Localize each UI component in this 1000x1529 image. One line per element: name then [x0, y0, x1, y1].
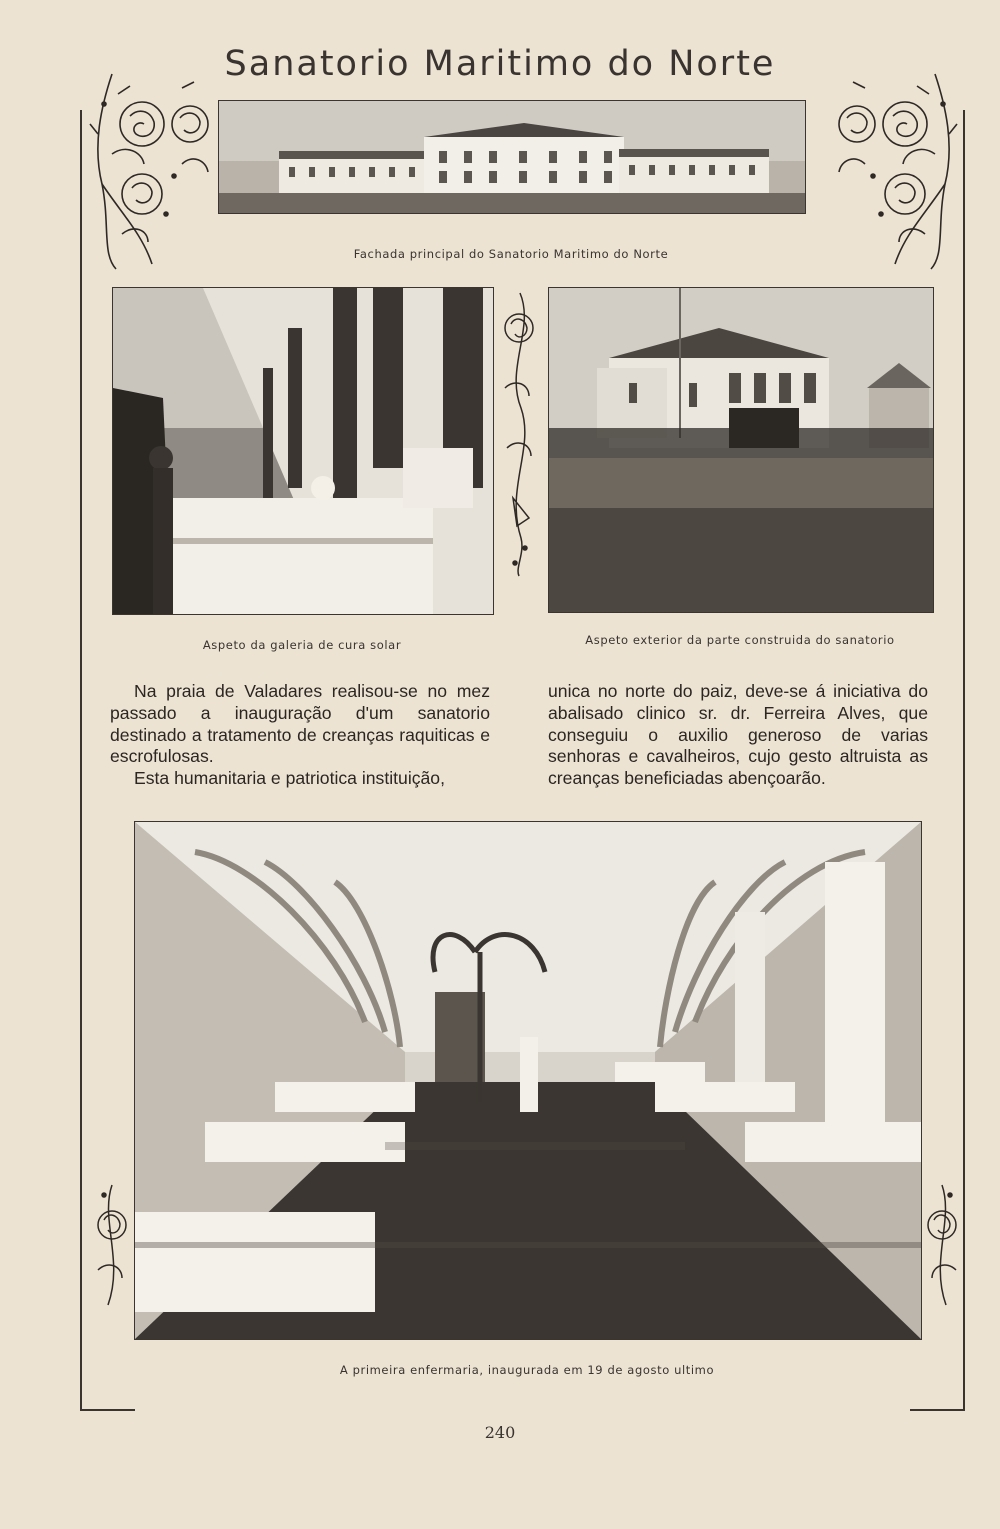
article-paragraph: Esta humanitaria e patriotica instituição,	[134, 768, 445, 789]
page-number: 240	[484, 1423, 516, 1442]
vine-ornament-middle	[495, 288, 545, 578]
facade-photo	[218, 100, 806, 214]
solar-gallery-photo	[112, 287, 494, 615]
rose-ornament-bottom-right	[920, 1180, 964, 1310]
page-title: Sanatorio Maritimo do Norte	[224, 44, 776, 84]
frame-bottom-right-line	[910, 1409, 965, 1411]
ward-caption: A primeira enfermaria, inaugurada em 19 de agosto ultimo	[339, 1363, 715, 1377]
frame-bottom-left-line	[80, 1409, 135, 1411]
frame-left-line	[80, 110, 82, 1410]
article-left-column	[110, 681, 490, 790]
article-paragraph: Na praia de Valadares realisou-se no mez passado a inauguração d'um sanatorio destinado a tratamento de creanças raquiticas e escrofulosas.	[110, 681, 490, 767]
facade-caption: Fachada principal do Sanatorio Maritimo do Norte	[353, 247, 669, 261]
article-right-column	[548, 681, 928, 790]
article-paragraph: unica no norte do paiz, deve-se á iniciativa do abalisado clinico sr. dr. Ferreira Alves, que conseguiu o auxilio generoso de varias senhoras e cavalheiros, cujo gesto altruista as creanças beneficiadas abençoarão.	[548, 681, 928, 789]
rose-ornament-top-left	[82, 64, 218, 274]
rose-ornament-bottom-left	[90, 1180, 134, 1310]
exterior-photo	[548, 287, 934, 613]
ward-photo	[134, 821, 922, 1340]
solar-gallery-caption: Aspeto da galeria de cura solar	[202, 638, 402, 652]
rose-ornament-top-right	[805, 64, 965, 274]
exterior-caption: Aspeto exterior da parte construida do sanatorio	[585, 633, 895, 647]
